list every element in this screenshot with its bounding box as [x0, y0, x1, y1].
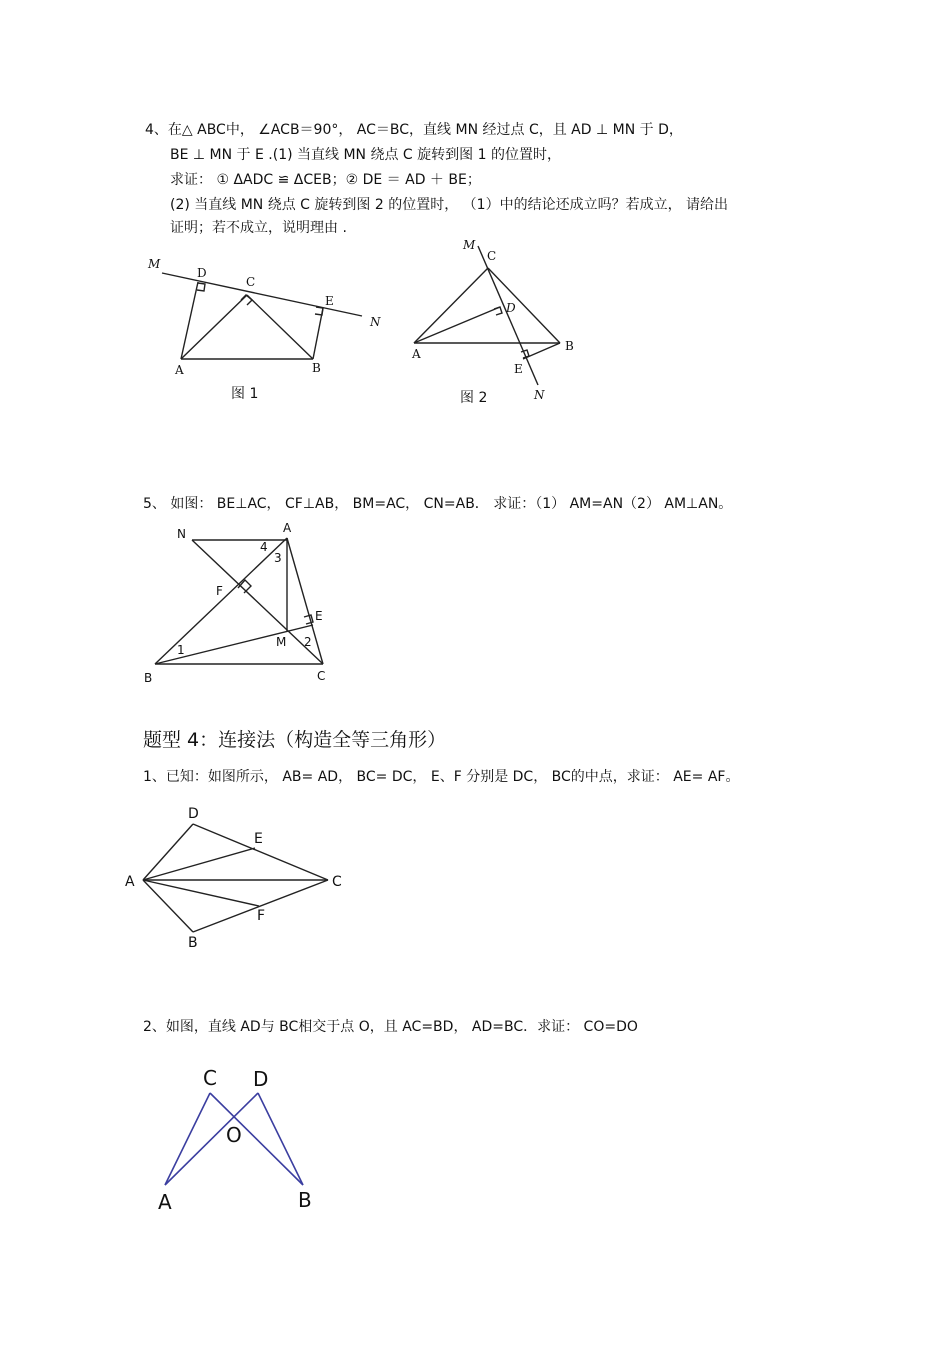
problem4-line5: 证明；若不成立，说明理由 .	[170, 220, 347, 236]
q2-label-A: A	[158, 1190, 172, 1214]
fig1-label-A: A	[175, 363, 184, 377]
fig1-caption: 图 1	[231, 386, 259, 402]
problem4-line1: 4、在△ ABC中， ∠ACB＝90°， AC＝BC，直线 MN 经过点 C，且 AD ⊥ MN 于 D，	[145, 122, 683, 138]
p5-label-4: 4	[260, 540, 268, 554]
p5-label-2: 2	[304, 635, 312, 649]
q2-label-O: O	[226, 1123, 242, 1147]
problem4-line4: (2) 当直线 MN 绕点 C 旋转到图 2 的位置时， （1）中的结论还成立吗？若成立， 请给出	[170, 197, 729, 213]
q1-label-D: D	[188, 806, 199, 822]
problem5-text: 5、 如图： BE⊥AC， CF⊥AB， BM=AC， CN=AB． 求证：（1） AM=AN（2） AM⊥AN。	[143, 496, 733, 512]
fig1-label-B: B	[312, 361, 321, 375]
q2-text: 2、如图，直线 AD与 BC相交于点 O，且 AC=BD， AD=BC．求证： CO=DO	[143, 1019, 638, 1035]
p5-label-1: 1	[177, 643, 185, 657]
fig2-label-M: M	[463, 238, 476, 252]
p5-label-M: M	[276, 635, 287, 649]
q2-label-B: B	[298, 1188, 312, 1212]
p5-label-3: 3	[274, 551, 282, 565]
fig2-label-E: E	[514, 362, 523, 376]
q2-label-D: D	[253, 1067, 269, 1091]
q2-label-C: C	[203, 1066, 217, 1090]
q1-label-A: A	[125, 874, 135, 890]
q1-label-C: C	[332, 874, 342, 890]
fig1-label-M: M	[148, 257, 161, 271]
fig2-label-C: C	[487, 249, 497, 263]
fig1-label-N: N	[370, 315, 381, 329]
fig2-label-D: D	[506, 301, 516, 315]
fig2-label-B: B	[565, 339, 574, 353]
q1-text: 1、已知：如图所示， AB= AD， BC= DC， E、F 分别是 DC， BC的中点，求证： AE= AF。	[143, 769, 740, 785]
p5-label-E: E	[315, 609, 323, 623]
q1-label-E: E	[254, 831, 263, 847]
fig1-label-D: D	[197, 266, 207, 280]
problem4-line3: 求证： ① ΔADC ≌ ΔCEB；② DE ＝ AD ＋ BE；	[170, 172, 481, 188]
p5-label-C: C	[317, 669, 326, 683]
fig2-caption: 图 2	[460, 390, 488, 406]
p5-label-F: F	[216, 584, 223, 598]
section-title: 题型 4：连接法（构造全等三角形）	[143, 729, 447, 751]
p5-label-B: B	[144, 671, 153, 685]
p5-label-A: A	[283, 521, 292, 535]
fig1-label-C: C	[246, 275, 256, 289]
q1-label-F: F	[257, 908, 266, 924]
p5-label-N: N	[177, 527, 186, 541]
q1-label-B: B	[188, 935, 198, 951]
fig1-label-E: E	[325, 294, 334, 308]
fig2-label-N: N	[534, 388, 545, 402]
fig2-label-A: A	[412, 347, 421, 361]
problem4-line2: BE ⊥ MN 于 E .(1) 当直线 MN 绕点 C 旋转到图 1 的位置时，	[170, 147, 561, 163]
